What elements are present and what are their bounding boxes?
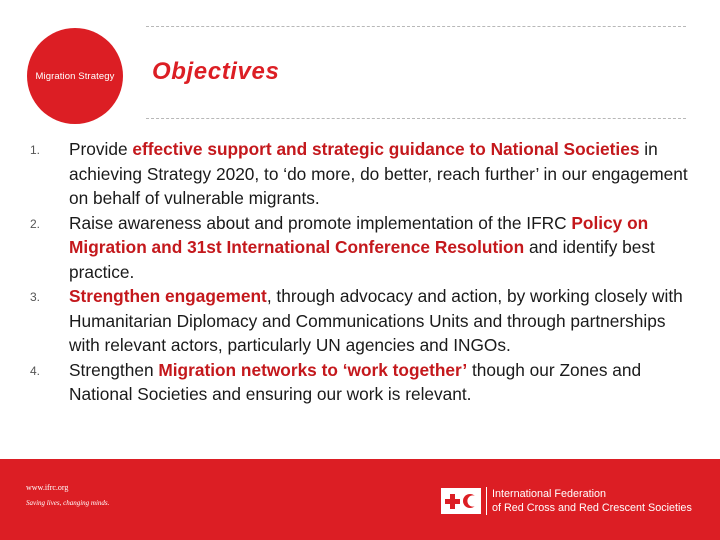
top-divider [146,26,686,27]
objective-item [24,284,694,358]
objective-item [24,211,694,285]
objective-number: 4. [30,363,41,378]
org-name-line-2: of Red Cross and Red Crescent Societies [492,502,692,514]
ifrc-logo [441,486,700,516]
objective-number: 2. [30,216,41,231]
objective-highlight: effective support and strategic guidance to National Societies [132,139,640,159]
objective-text: Provide [69,139,133,159]
red-crescent-icon [463,493,478,509]
logo-text [492,487,692,515]
objective-highlight: Policy on Migration and 31st International Conference Resolution [69,212,649,257]
objective-text: Raise awareness about and promote implementation of the IFRC [69,212,572,233]
objective-item [24,137,694,211]
footer-url[interactable]: www.ifrc.org [26,483,69,492]
title-divider [146,118,686,119]
logo-divider [486,487,487,515]
objective-text: though our Zones and National Societies and ensuring our work is relevant. [69,359,642,404]
red-cross-icon [445,494,460,509]
section-badge-label: Migration Strategy [35,70,115,82]
objective-highlight: Migration networks to ‘work together’ [158,359,468,380]
emblem-box [441,488,481,514]
page-title: Objectives [152,58,280,85]
objective-text: in achieving Strategy 2020, to ‘do more, do better, reach further’ in our engagement on behalf of vulnerable migrants. [69,139,688,208]
objective-number: 3. [30,290,41,304]
org-name-line-1: International Federation [492,488,607,500]
objective-text: Strengthen [69,359,159,380]
objective-number: 1. [30,143,41,157]
section-badge [27,28,123,124]
objective-highlight: Strengthen engagement [69,286,267,306]
objective-text: , through advocacy and action, by working closely with Humanitarian Diplomacy and Communications Units and through partnerships with relevant actors, particularly UN agencies and INGOs. [69,286,683,355]
objective-item [24,358,694,407]
objectives-list [24,137,694,407]
footer-tagline: Saving lives, changing minds. [26,499,110,507]
objective-text: and identify best practice. [69,237,655,282]
footer-band [0,459,720,540]
